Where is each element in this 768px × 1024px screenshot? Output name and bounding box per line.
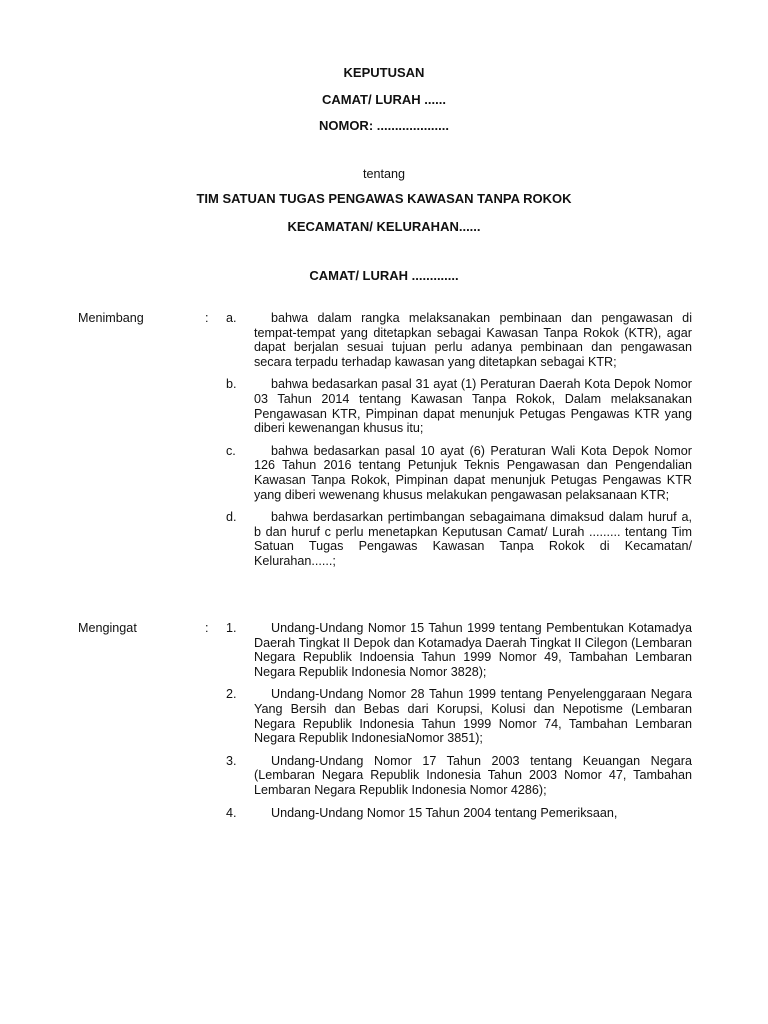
- item-text: bahwa bedasarkan pasal 31 ayat (1) Peraturan Daerah Kota Depok Nomor 03 Tahun 2014 tentang Kawasan Tanpa Rokok, Dalam melaksanakan Pengawasan KTR, Pimpinan dapat menunjuk Petugas Pengawas KTR yang diberi kewenangan khusus itu;: [254, 377, 692, 436]
- section-colon: :: [205, 621, 209, 635]
- item-marker: d.: [226, 510, 237, 525]
- item-text: Undang-Undang Nomor 15 Tahun 2004 tentang Pemeriksaan,: [271, 805, 618, 820]
- mengingat-item-4: [0, 806, 768, 821]
- item-text: Undang-Undang Nomor 17 Tahun 2003 tentang Keuangan Negara (Lembaran Negara Republik Indonesia Tahun 2003 Nomor 47, Tambahan Lembaran Negara Republik Indonesia Nomor 4286);: [254, 753, 692, 797]
- item-text: Undang-Undang Nomor 28 Tahun 1999 tentang Penyelenggaraan Negara Yang Bersih dan Bebas dari Korupsi, Kolusi dan Nepotisme (Lembaran Negara Republik Indonesia Tahun 1999 Nomor 74, Tambahan Lembaran Negara Republik IndonesiaNomor 3851);: [254, 687, 692, 746]
- item-marker: b.: [226, 377, 237, 392]
- item-marker: 4.: [226, 805, 237, 820]
- issuer-line: CAMAT/ LURAH ......: [322, 92, 446, 107]
- document-title: KEPUTUSAN: [343, 65, 425, 80]
- item-text: bahwa dalam rangka melaksanakan pembinaan dan pengawasan di tempat-tempat yang ditetapkan sebagai Kawasan Tanpa Rokok (KTR), agar dapat berjalan sesuai tujuan perlu adanya pembinaan dan pengawasan secara terpadu terhadap kawasan yang ditetapkan sebagai KTR;: [254, 311, 692, 369]
- item-marker: a.: [226, 311, 237, 325]
- decree-number: NOMOR: ....................: [318, 118, 449, 133]
- about-label: tentang: [362, 167, 406, 181]
- subject-line-1: TIM SATUAN TUGAS PENGAWAS KAWASAN TANPA ROKOK: [196, 191, 572, 206]
- item-marker: 3.: [226, 753, 237, 768]
- item-marker: 2.: [226, 687, 237, 702]
- item-text: Undang-Undang Nomor 15 Tahun 1999 tentang Pembentukan Kotamadya Daerah Tingkat II Depok dan Kotamadya Daerah Tingkat II Cilegon (Lembaran Negara Republik Indoensia Tahun 1999 Nomor 49, Tambahan Lembaran Negara Republik Indonesia Nomor 3828);: [254, 621, 692, 679]
- item-marker: 1.: [226, 621, 237, 635]
- menimbang-item-b: [0, 377, 768, 435]
- mengingat-item-1: [0, 621, 768, 679]
- section-label-mengingat: Mengingat: [78, 621, 137, 635]
- mengingat-item-2: [0, 687, 768, 745]
- item-text: bahwa berdasarkan pertimbangan sebagaimana dimaksud dalam huruf a, b dan huruf c perlu menetapkan Keputusan Camat/ Lurah ......... tentang Tim Satuan Tugas Pengawas Kawasan Tanpa Rokok di Kecamatan/ Kelurahan......;: [254, 510, 692, 568]
- item-text: bahwa bedasarkan pasal 10 ayat (6) Peraturan Wali Kota Depok Nomor 126 Tahun 2016 tentang Petunjuk Teknis Pengawasan dan Pengendalian Kawasan Tanpa Rokok, Pimpinan dapat menunjuk Petugas Pengawas KTR yang diberi wewenang khusus melakukan pengawasan pelaksanaan KTR;: [254, 443, 692, 502]
- subject-line-2: KECAMATAN/ KELURAHAN......: [287, 219, 481, 234]
- item-marker: c.: [226, 443, 236, 458]
- menimbang-item-c: [0, 444, 768, 502]
- menimbang-item-a: [0, 311, 768, 369]
- mengingat-item-3: [0, 754, 768, 798]
- menimbang-item-d: [0, 510, 768, 568]
- section-label-menimbang: Menimbang: [78, 311, 144, 325]
- signatory-line: CAMAT/ LURAH .............: [309, 268, 459, 283]
- section-colon: :: [205, 311, 209, 325]
